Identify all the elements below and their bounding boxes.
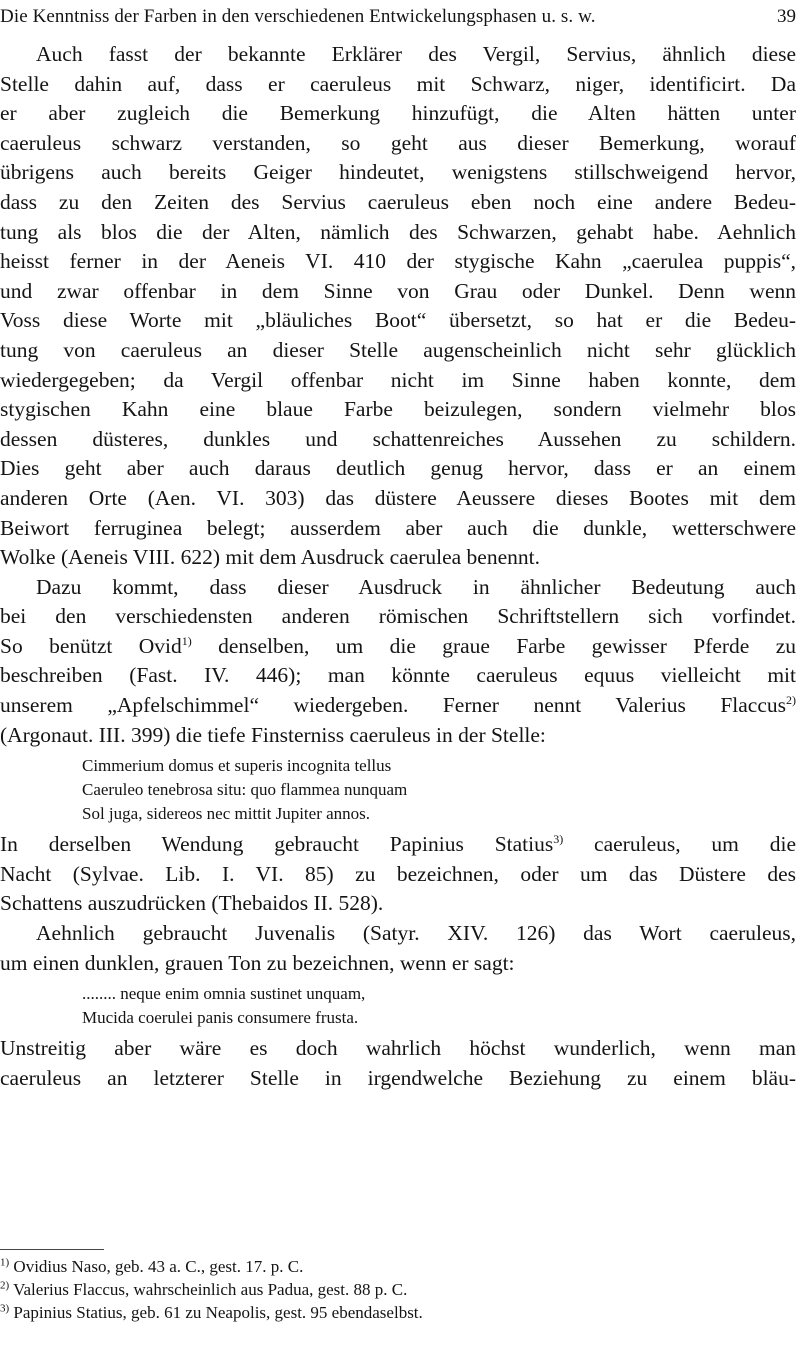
text-segment: In derselben Wendung gebraucht Papinius Statius <box>0 832 554 857</box>
footnote-divider <box>0 1249 104 1250</box>
text-line: Unstreitig aber wäre es doch wahrlich höchst wunderlich, wenn man <box>0 1036 796 1061</box>
body-text <box>0 40 796 1093</box>
text-line <box>0 830 796 860</box>
text-segment: unserem „Apfelschimmel“ wiedergeben. Ferner nennt Valerius Flaccus <box>0 693 786 718</box>
running-head <box>0 2 796 32</box>
text-line: dessen düsteres, dunkles und schattenreiches Aussehen zu schildern. <box>0 426 796 451</box>
text-line: wiedergegeben; da Vergil offenbar nicht im Sinne haben konnte, dem <box>0 367 796 392</box>
text-line: übrigens auch bereits Geiger hindeutet, wenigstens stillschweigend hervor, <box>0 160 796 185</box>
footnote-text: Ovidius Naso, geb. 43 a. C., gest. 17. p. C. <box>9 1257 304 1276</box>
running-head-title: Die Kenntniss der Farben in den verschiedenen Entwickelungsphasen u. s. w. <box>0 6 596 27</box>
footnote-3 <box>0 1301 760 1324</box>
text-line: Stelle dahin auf, dass er caeruleus mit Schwarz, niger, identificirt. Da <box>0 71 796 96</box>
footnote-mark: 1) <box>0 1256 10 1269</box>
verse-line: Sol juga, sidereos nec mittit Jupiter annos. <box>82 804 371 824</box>
page-number: 39 <box>777 6 796 27</box>
text-line: stygischen Kahn eine blaue Farbe beizulegen, sondern vielmehr blos <box>0 397 796 422</box>
text-line: und zwar offenbar in dem Sinne von Grau oder Dunkel. Denn wenn <box>0 278 796 303</box>
footnote-1 <box>0 1255 760 1278</box>
text-line: beschreiben (Fast. IV. 446); man könnte caeruleus equus vielleicht mit <box>0 663 796 688</box>
text-line: Dazu kommt, dass dieser Ausdruck in ähnlicher Bedeutung auch <box>36 574 796 599</box>
text-line: Nacht (Sylvae. Lib. I. VI. 85) zu bezeichnen, oder um das Düstere des <box>0 861 796 886</box>
text-line: anderen Orte (Aen. VI. 303) das düstere Aeussere dieses Bootes mit dem <box>0 485 796 510</box>
text-line: Voss diese Worte mit „bläuliches Boot“ übersetzt, so hat er die Bedeu- <box>0 308 796 333</box>
footnotes <box>0 1255 760 1324</box>
footnote-text: Valerius Flaccus, wahrscheinlich aus Padua, gest. 88 p. C. <box>9 1280 408 1299</box>
text-line: er aber zugleich die Bemerkung hinzufügt, die Alten hätten unter <box>0 101 796 126</box>
text-segment: denselben, um die graue Farbe gewisser Pferde zu <box>191 633 796 658</box>
text-line: tung von caeruleus an dieser Stelle augenscheinlich nicht sehr glücklich <box>0 337 796 362</box>
text-line: Wolke (Aeneis VIII. 622) mit dem Ausdruck caerulea benennt. <box>0 545 540 570</box>
text-line: heisst ferner in der Aeneis VI. 410 der stygische Kahn „caerulea puppis“, <box>0 249 796 274</box>
text-line: Auch fasst der bekannte Erklärer des Vergil, Servius, ähnlich diese <box>36 42 796 66</box>
text-segment: caeruleus, um die <box>563 832 796 857</box>
verse-line: Cimmerium domus et superis incognita tellus <box>82 756 392 776</box>
verse-line: Mucida coerulei panis consumere frusta. <box>82 1008 359 1028</box>
text-line: (Argonaut. III. 399) die tiefe Finsterniss caeruleus in der Stelle: <box>0 722 546 747</box>
verse-line: Caeruleo tenebrosa situ: quo flammea nunquam <box>82 780 408 800</box>
footnote-ref-2[interactable]: 2) <box>786 692 796 707</box>
text-line: um einen dunklen, grauen Ton zu bezeichnen, wenn er sagt: <box>0 950 515 975</box>
footnote-mark: 3) <box>0 1302 10 1315</box>
text-line: Schattens auszudrücken (Thebaidos II. 528). <box>0 891 384 916</box>
text-line: Aehnlich gebraucht Juvenalis (Satyr. XIV. 126) das Wort caeruleus, <box>36 921 796 946</box>
text-line: caeruleus schwarz verstanden, so geht aus dieser Bemerkung, worauf <box>0 130 796 155</box>
text-line: dass zu den Zeiten des Servius caeruleus eben noch eine andere Bedeu- <box>0 189 796 214</box>
footnote-mark: 2) <box>0 1279 10 1292</box>
footnote-ref-3[interactable]: 3) <box>553 832 564 847</box>
verse-line: ........ neque enim omnia sustinet unquam, <box>82 984 366 1004</box>
text-line: tung als blos die der Alten, nämlich des Schwarzen, gehabt habe. Aehnlich <box>0 219 796 244</box>
text-line <box>0 691 796 721</box>
text-line <box>0 632 796 662</box>
footnote-2 <box>0 1278 760 1301</box>
text-line: bei den verschiedensten anderen römischen Schriftstellern sich vorfindet. <box>0 604 796 629</box>
text-segment: So benützt Ovid <box>0 633 182 658</box>
text-line: Beiwort ferruginea belegt; ausserdem aber auch die dunkle, wetterschwere <box>0 515 796 540</box>
text-line: Dies geht aber auch daraus deutlich genug hervor, dass er an einem <box>0 456 796 481</box>
footnote-text: Papinius Statius, geb. 61 zu Neapolis, gest. 95 ebendaselbst. <box>9 1303 423 1322</box>
footnote-ref-1[interactable]: 1) <box>181 633 192 648</box>
text-line: caeruleus an letzterer Stelle in irgendwelche Beziehung zu einem bläu- <box>0 1065 796 1090</box>
